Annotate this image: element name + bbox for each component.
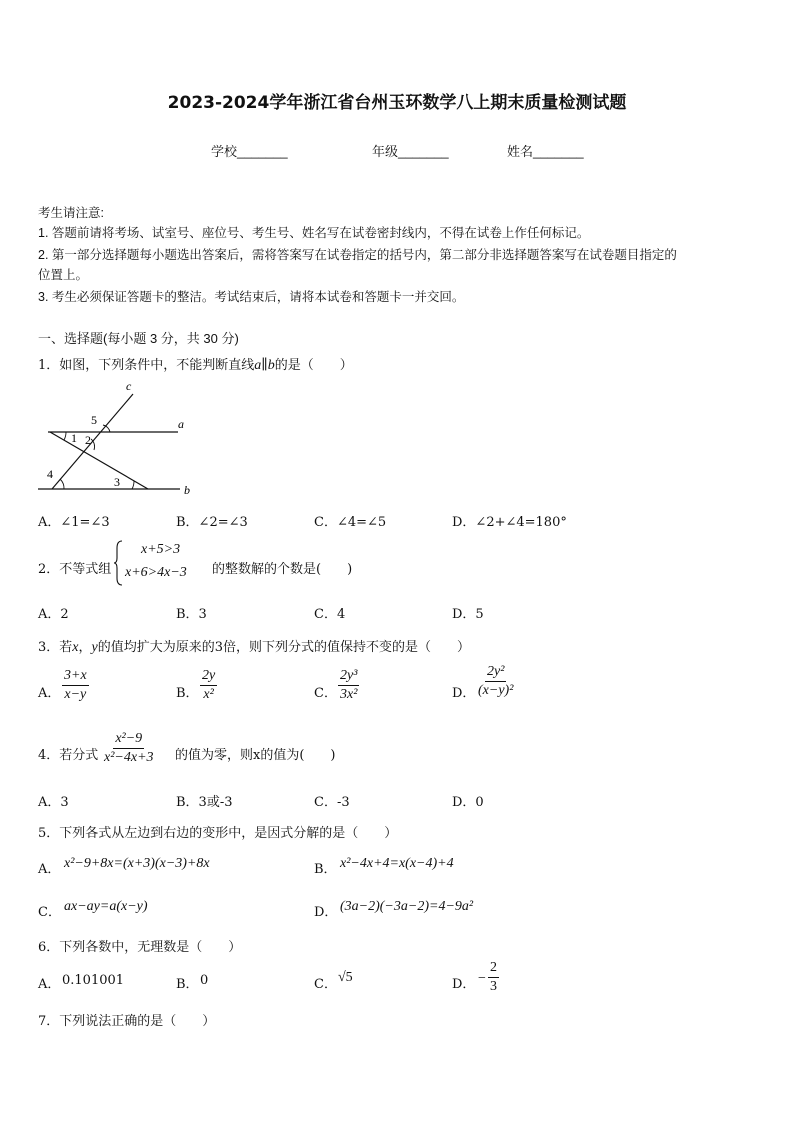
question-2-line-2: x+6>4x−3: [125, 565, 187, 580]
question-3-x: x: [72, 640, 79, 655]
question-5-option-a: x²−9+8x=(x+3)(x−3)+8x: [64, 856, 210, 871]
label-a: a: [178, 417, 184, 431]
question-3-stem: [38, 636, 470, 656]
question-6-option-d: [488, 960, 499, 995]
label-5: 5: [91, 413, 97, 427]
question-1-option-d: D．∠2+∠4=180°: [452, 515, 567, 530]
frac-num: 3+x: [62, 668, 89, 686]
question-6-option-c-label: C．: [314, 977, 337, 992]
question-7-stem: 7．下列说法正确的是（ ）: [38, 1014, 216, 1029]
question-6-option-a: 0.101001: [62, 973, 125, 988]
question-3-option-d-label: D．: [452, 686, 476, 701]
question-3-option-c-label: C．: [314, 686, 337, 701]
label-c: c: [126, 379, 132, 393]
frac-num: x²−9: [113, 731, 144, 749]
question-6-option-b-label: B．: [176, 977, 199, 992]
question-4-option-c: C．-3: [314, 795, 350, 810]
question-4-option-b: B．3或-3: [176, 795, 233, 810]
frac-den: x−y: [64, 687, 87, 703]
question-3-option-a: [62, 668, 89, 703]
question-1-option-c: C．∠4=∠5: [314, 515, 387, 530]
question-4-stem-end: 的值为零，则x的值为( ): [175, 748, 336, 763]
question-4-fraction: [102, 731, 156, 766]
frac-num: 2y: [200, 668, 217, 686]
frac-den: x²−4x+3: [104, 750, 154, 766]
frac-den: x²: [203, 687, 214, 703]
question-6-option-a-label: A．: [38, 977, 61, 992]
label-4: 4: [47, 467, 53, 481]
frac-den: (x−y)²: [478, 683, 514, 699]
question-5-option-d: (3a−2)(−3a−2)=4−9a²: [340, 899, 474, 914]
question-5-option-c-label: C．: [38, 905, 61, 920]
notice-item-1: 1. 答题前请将考场、试室号、座位号、考生号、姓名写在试卷密封线内，不得在试卷上作任何标记。: [38, 226, 590, 240]
question-5-option-a-label: A．: [38, 862, 61, 877]
question-1-figure: [30, 378, 200, 498]
question-5-option-b-label: B．: [314, 862, 337, 877]
frac-num: 2: [488, 960, 499, 978]
question-5-option-b: x²−4x+4=x(x−4)+4: [340, 856, 454, 871]
question-2-brace: [114, 540, 124, 586]
frac-num: 2y²: [485, 664, 506, 682]
frac-den: 3x²: [340, 687, 358, 703]
question-1-option-b: B．∠2=∠3: [176, 515, 248, 530]
question-6-option-d-sign: −: [478, 971, 486, 986]
notice-item-2: 2. 第一部分选择题每小题选出答案后，需将答案写在试卷指定的括号内，第二部分非选择题答案写在试卷题目指定的: [38, 248, 677, 262]
question-5-stem: 5．下列各式从左边到右边的变形中，是因式分解的是（ ）: [38, 826, 398, 841]
question-2-stem: 2．不等式组: [38, 562, 112, 577]
name-field: 姓名_______: [507, 144, 584, 159]
question-4-option-d: D．0: [452, 795, 484, 810]
question-6-option-d-label: D．: [452, 977, 476, 992]
label-3: 3: [114, 475, 120, 489]
question-3-option-b-label: B．: [176, 686, 199, 701]
question-3-option-c: [338, 668, 359, 703]
frac-den: 3: [490, 979, 497, 995]
question-5-option-d-label: D．: [314, 905, 338, 920]
question-3-text-b: 的值均扩大为原来的3倍，则下列分式的值保持不变的是（ ）: [97, 640, 471, 655]
question-3-option-d: [476, 664, 515, 699]
label-b: b: [184, 483, 190, 497]
frac-num: 2y³: [338, 668, 359, 686]
grade-field: 年级_______: [372, 144, 449, 159]
notice-item-2-cont: 位置上。: [38, 268, 89, 282]
question-2-option-a: A．2: [38, 607, 69, 622]
question-3-text-a: 3．若: [38, 640, 73, 655]
question-6-option-b: 0: [200, 973, 209, 988]
question-3-option-a-label: A．: [38, 686, 61, 701]
question-2-option-b: B．3: [176, 607, 207, 622]
question-4-stem: 4．若分式: [38, 748, 99, 763]
line-d: [50, 432, 148, 489]
question-1-text: 1．如图，下列条件中，不能判断直线: [38, 358, 255, 373]
question-1-option-a: A．∠1=∠3: [38, 515, 110, 530]
question-4-option-a: A．3: [38, 795, 69, 810]
question-6-option-c: √5: [338, 970, 353, 985]
question-1-stem: [38, 354, 353, 374]
label-2: 2: [85, 433, 91, 447]
question-6-stem: 6．下列各数中，无理数是（ ）: [38, 940, 242, 955]
question-3-y: y: [91, 640, 98, 655]
question-3-option-b: [200, 668, 217, 703]
question-2-stem-end: 的整数解的个数是( ): [212, 562, 353, 577]
notice-item-3: 3. 考生必须保证答题卡的整洁。考试结束后，请将本试卷和答题卡一并交回。: [38, 290, 465, 304]
label-1: 1: [71, 431, 77, 445]
question-2-line-1: x+5>3: [141, 542, 181, 557]
question-5-option-c: ax−ay=a(x−y): [64, 899, 148, 914]
school-field: 学校_______: [211, 144, 288, 159]
question-1-math: a∥b: [254, 358, 275, 373]
question-3-comma: ，: [78, 640, 92, 655]
section-heading: 一、选择题(每小题 3 分，共 30 分): [38, 331, 239, 346]
question-2-option-c: C．4: [314, 607, 346, 622]
question-1-text-end: 的是（ ）: [274, 358, 353, 373]
line-c: [52, 394, 133, 489]
notice-heading: 考生请注意:: [38, 206, 104, 220]
question-2-option-d: D．5: [452, 607, 484, 622]
page-title: 2023-2024学年浙江省台州玉环数学八上期末质量检测试题: [167, 93, 627, 113]
